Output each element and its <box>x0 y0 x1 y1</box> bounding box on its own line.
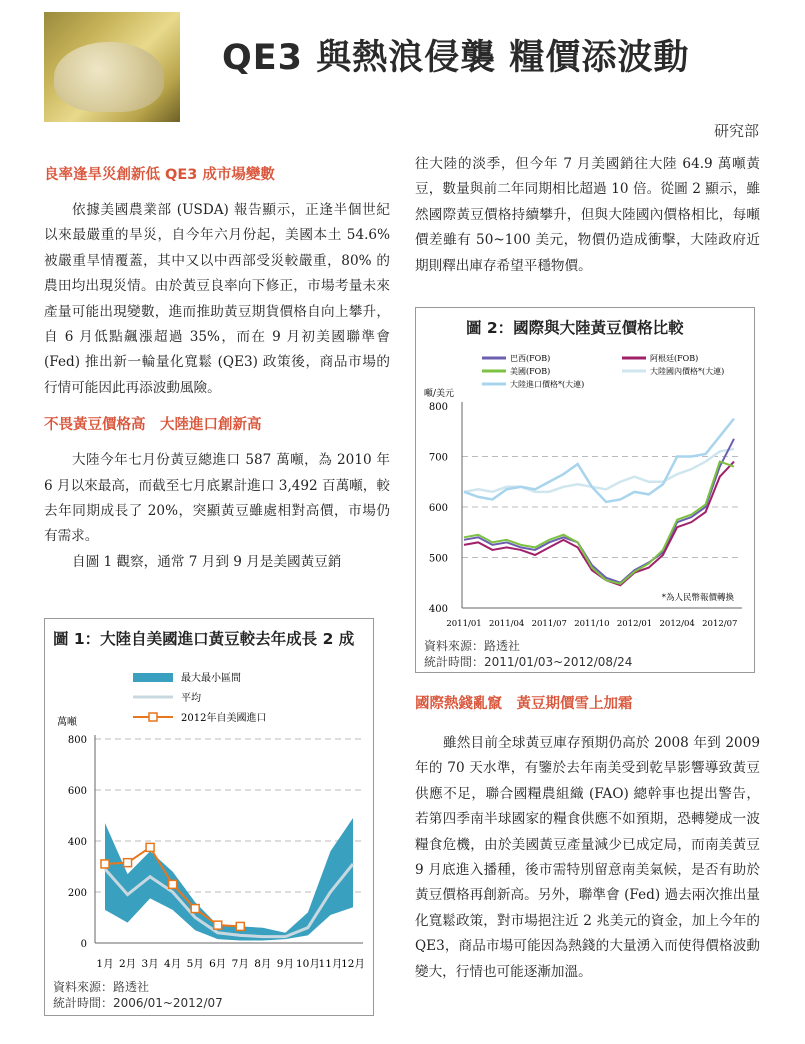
x-tick-label: 10月 <box>295 958 320 970</box>
x-tick-label: 2011/01 <box>446 619 482 629</box>
x-tick-label: 2011/07 <box>531 619 567 629</box>
x-tick-label: 12月 <box>341 958 365 970</box>
right-column <box>415 152 760 279</box>
legend-label-brazil: 巴西(FOB) <box>510 354 551 363</box>
section2-body-1: 大陸今年七月份黃豆總進口 587 萬噸，為 2010 年 6 月以來最高，而截至七月底累計進口 3,492 百萬噸，較去年同期成長了 20%，突顯黃豆雖處相對高價，市場仍有需求。 <box>44 452 390 545</box>
x-tick-label: 4月 <box>164 958 182 970</box>
figure1-source: 資料來源：路透社 <box>53 980 150 994</box>
figure1-period: 統計時間：2006/01~2012/07 <box>53 996 223 1010</box>
y-axis-label: 噸/美元 <box>424 389 455 399</box>
right-column-lower <box>415 684 760 985</box>
legend-label-argentina: 阿根廷(FOB) <box>650 354 699 363</box>
imports-2012-point <box>101 860 109 868</box>
left-column <box>44 155 390 575</box>
y-tick-label: 700 <box>428 452 448 464</box>
legend-label-2012: 2012年自美國進口 <box>181 713 267 724</box>
series-line-imported <box>464 419 734 502</box>
legend-label-imported: 大陸進口價格*(大連) <box>510 380 585 389</box>
figure2-period: 統計時間：2011/01/03~2012/08/24 <box>424 655 633 669</box>
series-line-usa <box>464 462 734 584</box>
imports-2012-point <box>191 905 199 913</box>
series-line-argentina <box>464 462 734 586</box>
figure2-source: 資料來源：路透社 <box>424 639 521 653</box>
x-tick-label: 1月 <box>96 958 114 970</box>
y-axis-label: 萬噸 <box>57 717 77 728</box>
section3-body: 雖然目前全球黃豆庫存預期仍高於 2008 年到 2009 年的 70 天水準，有鑒於去年南美受到乾旱影響導致黃豆供應不足，聯合國糧農組織 (FAO) 總幹事也提出警告，若第四季南半球國家的糧食供應不如預期，恐轉變成一波糧食危機，由於美國黃豆產量減少已成定局，而南美黃豆 9 月底進入播種，後市需特別留意南美氣候，是否有助於黃豆價格再創新高。另外，聯準會 (Fed) 過去兩次推出量化寬鬆政策，對市場挹注近 2 兆美元的資金，加上今年的 QE3，商品市場可能因為熱錢的大量湧入而使得價格波動變大，行情也可能逐漸加溫。 <box>415 735 760 980</box>
x-tick-label: 2011/04 <box>488 619 525 629</box>
imports-2012-point <box>236 922 244 930</box>
page-title: QE3 與熱浪侵襲 糧價添波動 <box>222 38 690 78</box>
legend-label-domestic: 大陸國內價格*(大連) <box>650 367 725 376</box>
figure2 <box>415 307 755 673</box>
legend-label-band: 最大最小區間 <box>181 673 241 684</box>
y-tick-label: 600 <box>67 786 87 797</box>
y-tick-label: 200 <box>67 888 87 899</box>
x-tick-label: 3月 <box>141 958 159 970</box>
y-tick-label: 400 <box>67 837 87 848</box>
imports-2012-point <box>214 921 222 929</box>
chart-note: *為人民幣報價轉換 <box>661 593 734 603</box>
x-tick-label: 11月 <box>318 958 343 970</box>
x-tick-label: 2011/10 <box>574 619 610 629</box>
section2-body-2: 自圖 1 觀察，通常 7 月到 9 月是美國黃豆銷 <box>72 553 342 570</box>
figure2-chart <box>416 342 756 638</box>
section1-heading: 良率逢旱災創新低 QE3 成市場變數 <box>44 167 275 183</box>
x-tick-label: 6月 <box>209 958 227 970</box>
y-tick-label: 500 <box>428 553 448 565</box>
section1-body: 依據美國農業部 (USDA) 報告顯示，正逢半個世紀以來最嚴重的旱災，自今年六月份起，美國本土 54.6% 被嚴重旱情覆蓋，其中又以中西部受災較嚴重，80% 的農田均出現災情。由於黃豆良率向下修正，市場考量未來產量可能出現變數，進而推助黃豆期貨價格自向上攀升，自 6 月低點飆漲超過 35%，而在 9 月初美國聯準會 (Fed) 推出新一輪量化寬鬆 (QE3) 政策後，商品市場的行情可能因此再添波動風險。 <box>44 202 390 396</box>
imports-2012-point <box>146 843 154 851</box>
y-tick-label: 400 <box>428 604 448 615</box>
legend-marker-2012 <box>149 713 157 721</box>
x-tick-label: 2012/07 <box>702 619 738 629</box>
figure2-title: 圖 2：國際與大陸黃豆價格比較 <box>466 319 684 337</box>
x-tick-label: 7月 <box>231 958 249 970</box>
y-tick-label: 800 <box>428 402 448 413</box>
imports-2012-point <box>124 859 132 867</box>
x-tick-label: 2012/04 <box>659 619 695 629</box>
y-tick-label: 0 <box>80 939 87 950</box>
band-min-max-area <box>105 818 353 940</box>
section2-heading: 不畏黃豆價格高 大陸進口創新高 <box>44 417 262 434</box>
soybean-photo <box>44 12 180 122</box>
figure1 <box>44 618 374 1016</box>
y-tick-label: 800 <box>67 735 87 746</box>
department-label: 研究部 <box>713 122 759 140</box>
right-body-top: 往大陸的淡季，但今年 7 月美國銷往大陸 64.9 萬噸黃豆，數量與前二年同期相比超過 10 倍。從圖 2 顯示，雖然國際黃豆價格持續攀升，但與大陸國內價格相比，每噸價差雖有 50~100 美元，物價仍造成衝擊，大陸政府近期則釋出庫存希望平穩物價。 <box>415 156 760 274</box>
legend-label-avg: 平均 <box>181 693 201 704</box>
imports-2012-point <box>169 880 177 888</box>
series-line-brazil <box>464 439 734 583</box>
section3-heading: 國際熱錢亂竄 黃豆期價雪上加霜 <box>415 696 633 712</box>
figure1-title: 圖 1：大陸自美國進口黃豆較去年成長 2 成 <box>53 630 355 648</box>
x-tick-label: 2012/01 <box>616 619 653 629</box>
x-tick-label: 8月 <box>254 958 272 970</box>
x-tick-label: 9月 <box>276 958 294 970</box>
y-tick-label: 600 <box>428 503 448 514</box>
legend-swatch-band <box>133 673 173 682</box>
figure1-chart <box>45 659 375 999</box>
legend-label-usa: 美國(FOB) <box>510 367 551 376</box>
x-tick-label: 2月 <box>118 958 137 970</box>
x-tick-label: 5月 <box>186 958 204 970</box>
